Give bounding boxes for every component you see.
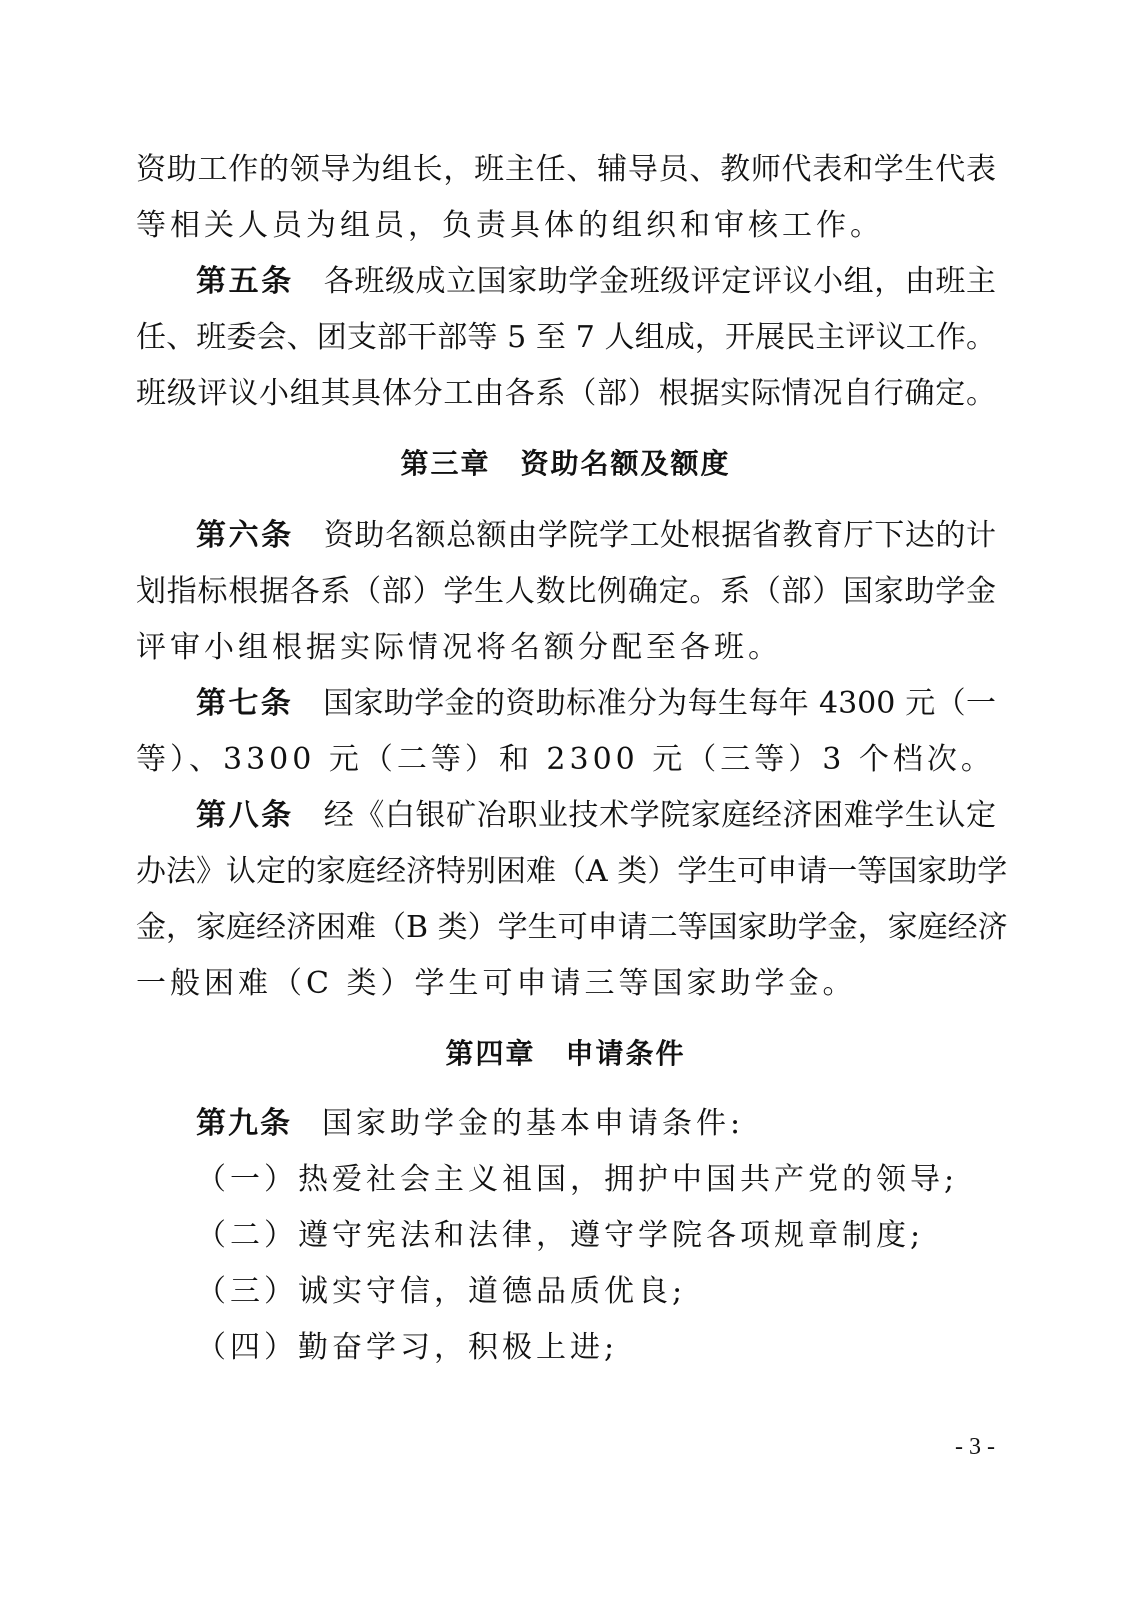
chapter-title: 资助名额及额度 — [520, 447, 731, 480]
list-item: （一）热爱社会主义祖国，拥护中国共产党的领导; — [196, 1162, 959, 1197]
list-item: （三）诚实守信，道德品质优良; — [196, 1274, 687, 1309]
article-label: 第六条 — [196, 518, 294, 553]
text-line: 划指标根据各系（部）学生人数比例确定。系（部）国家助学金 — [136, 574, 996, 609]
article-text: 各班级成立国家助学金班级评定评议小组，由班主 — [323, 264, 996, 299]
text-line: 资助工作的领导为组长，班主任、辅导员、教师代表和学生代表 — [136, 152, 996, 187]
article-6-line-1 — [196, 516, 996, 556]
article-text: 国家助学金的基本申请条件: — [322, 1106, 745, 1141]
article-label: 第八条 — [196, 798, 294, 833]
article-5-line-1 — [196, 262, 996, 302]
article-label: 第九条 — [196, 1106, 292, 1141]
article-label: 第七条 — [196, 686, 294, 721]
chapter-number: 第四章 — [445, 1037, 536, 1070]
article-text: 经《白银矿冶职业技术学院家庭经济困难学生认定 — [323, 798, 996, 833]
text-line: 任、班委会、团支部干部等 5 至 7 人组成，开展民主评议工作。 — [136, 320, 996, 355]
article-8-line-1 — [196, 796, 996, 836]
article-text: 资助名额总额由学院学工处根据省教育厅下达的计 — [323, 518, 996, 553]
list-item: （四）勤奋学习，积极上进; — [196, 1330, 619, 1365]
article-text: 国家助学金的资助标准分为每生每年 4300 元（一 — [323, 686, 997, 721]
page-number: - 3 - — [955, 1434, 995, 1460]
text-line: 班级评议小组其具体分工由各系（部）根据实际情况自行确定。 — [136, 376, 996, 411]
text-line: 办法》认定的家庭经济特别困难（A 类）学生可申请一等国家助学 — [136, 854, 1008, 889]
chapter-title: 申请条件 — [565, 1037, 686, 1070]
text-line: 等相关人员为组员，负责具体的组织和审核工作。 — [136, 208, 884, 243]
text-line: 评审小组根据实际情况将名额分配至各班。 — [136, 630, 782, 665]
text-line: 等）、3300 元（二等）和 2300 元（三等）3 个档次。 — [136, 742, 995, 777]
article-7-line-1 — [196, 684, 996, 724]
chapter-heading — [0, 1034, 1131, 1074]
text-line: 金，家庭经济困难（B 类）学生可申请二等国家助学金，家庭经济 — [136, 910, 1008, 945]
list-item: （二）遵守宪法和法律，遵守学院各项规章制度; — [196, 1218, 925, 1253]
chapter-heading — [0, 444, 1131, 484]
article-9-line-1 — [196, 1104, 996, 1144]
article-label: 第五条 — [196, 264, 294, 299]
chapter-number: 第三章 — [400, 447, 491, 480]
text-line: 一般困难（C 类）学生可申请三等国家助学金。 — [136, 966, 857, 1001]
